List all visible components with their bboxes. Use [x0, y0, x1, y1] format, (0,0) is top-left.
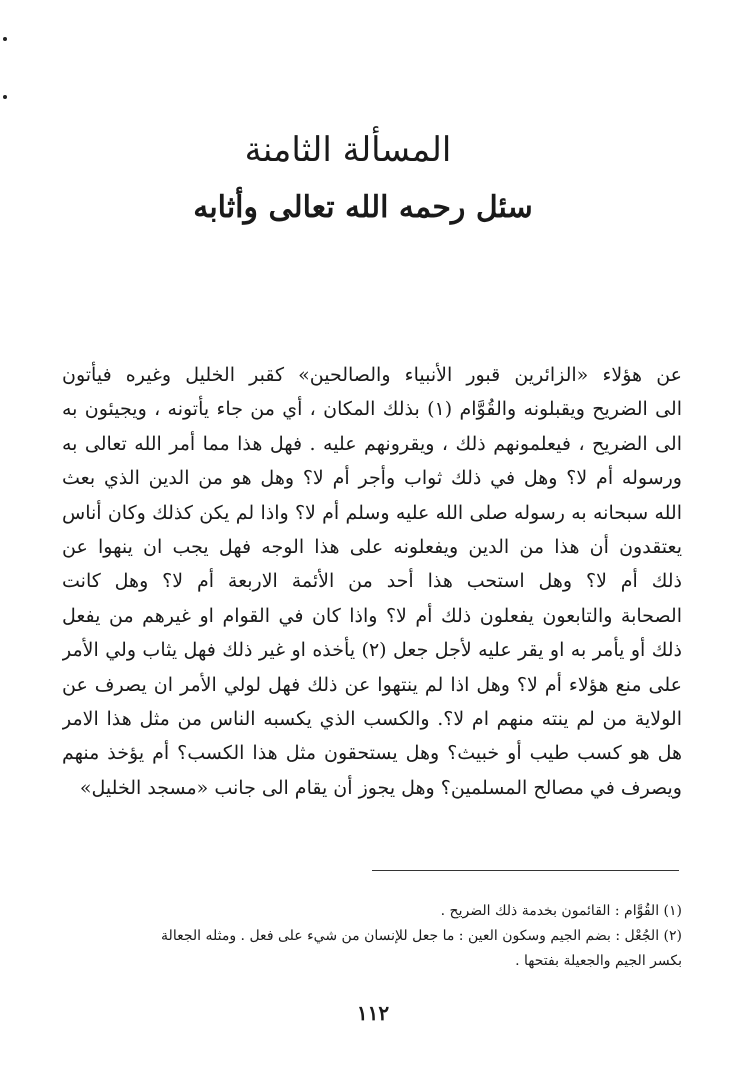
footnotes — [62, 899, 682, 974]
chapter-title: المسألة الثامنة — [244, 130, 452, 170]
body-line: ورسوله أم لا؟ وهل في ذلك ثواب وأجر أم لا؟ وهل هو من الدين الذي بعث — [62, 467, 682, 490]
footnote: (٢) الجُعْل : بضم الجيم وسكون العين : ما جعل للإنسان من شيء على فعل . ومثله الجعالة — [161, 928, 682, 944]
body-line: هل هو كسب طيب أو خبيث؟ وهل يستحقون مثل هذا الكسب؟ أم يؤخذ منهم — [62, 742, 682, 765]
margin-mark — [3, 95, 7, 99]
chapter-subtitle: سئل رحمه الله تعالى وأثابه — [193, 190, 533, 225]
body-line: على منع هؤلاء أم لا؟ وهل اذا لم ينتهوا عن ذلك فهل لولي الأمر ان يصرف عن — [62, 673, 682, 696]
body-line: الى الضريح ويقبلونه والقُوَّام (١) بذلك المكان ، أي من جاء يأتونه ، ويجيئون به — [62, 398, 682, 421]
body-line: الى الضريح ، فيعلمونهم ذلك ، ويقرونهم عليه . فهل هذا مما أمر الله تعالى به — [62, 432, 682, 455]
body-line: ويصرف في مصالح المسلمين؟ وهل يجوز أن يقام الى جانب «مسجد الخليل» — [79, 776, 682, 799]
body-line: الولاية من لم ينته منهم ام لا؟. والكسب الذي يكسبه الناس من مثل هذا الامر — [62, 708, 682, 731]
body-line: ذلك أو يأمر به او يقر عليه لأجل جعل (٢) يأخذه او غير ذلك فهل يثاب ولي الأمر — [62, 639, 682, 662]
body-line: الصحابة والتابعون يفعلون ذلك أم لا؟ واذا كان في القوام او غيرهم من يفعل — [62, 604, 682, 627]
body-line: ذلك أم لا؟ وهل استحب هذا أحد من الأئمة الاربعة أم لا؟ وهل كانت — [62, 570, 682, 593]
body-line: عن هؤلاء «الزائرين قبور الأنبياء والصالحين» كقبر الخليل وغيره فيأتون — [62, 364, 682, 386]
footnote: (١) القُوَّام : القائمون بخدمة ذلك الضريح . — [440, 903, 682, 919]
body-line: يعتقدون أن هذا من الدين ويفعلونه على هذا الوجه فهل يجب ان ينهوا عن — [62, 536, 682, 559]
footnote-divider — [372, 870, 679, 871]
page-number: ١١٢ — [356, 1001, 390, 1025]
margin-mark — [3, 37, 7, 41]
body-text — [62, 358, 682, 805]
footnote-continuation: بكسر الجيم والجعيلة بفتحها . — [515, 953, 682, 969]
body-line: الله سبحانه به رسوله صلى الله عليه وسلم أم لا؟ واذا لم يكن كذلك وكان أناس — [62, 501, 682, 524]
